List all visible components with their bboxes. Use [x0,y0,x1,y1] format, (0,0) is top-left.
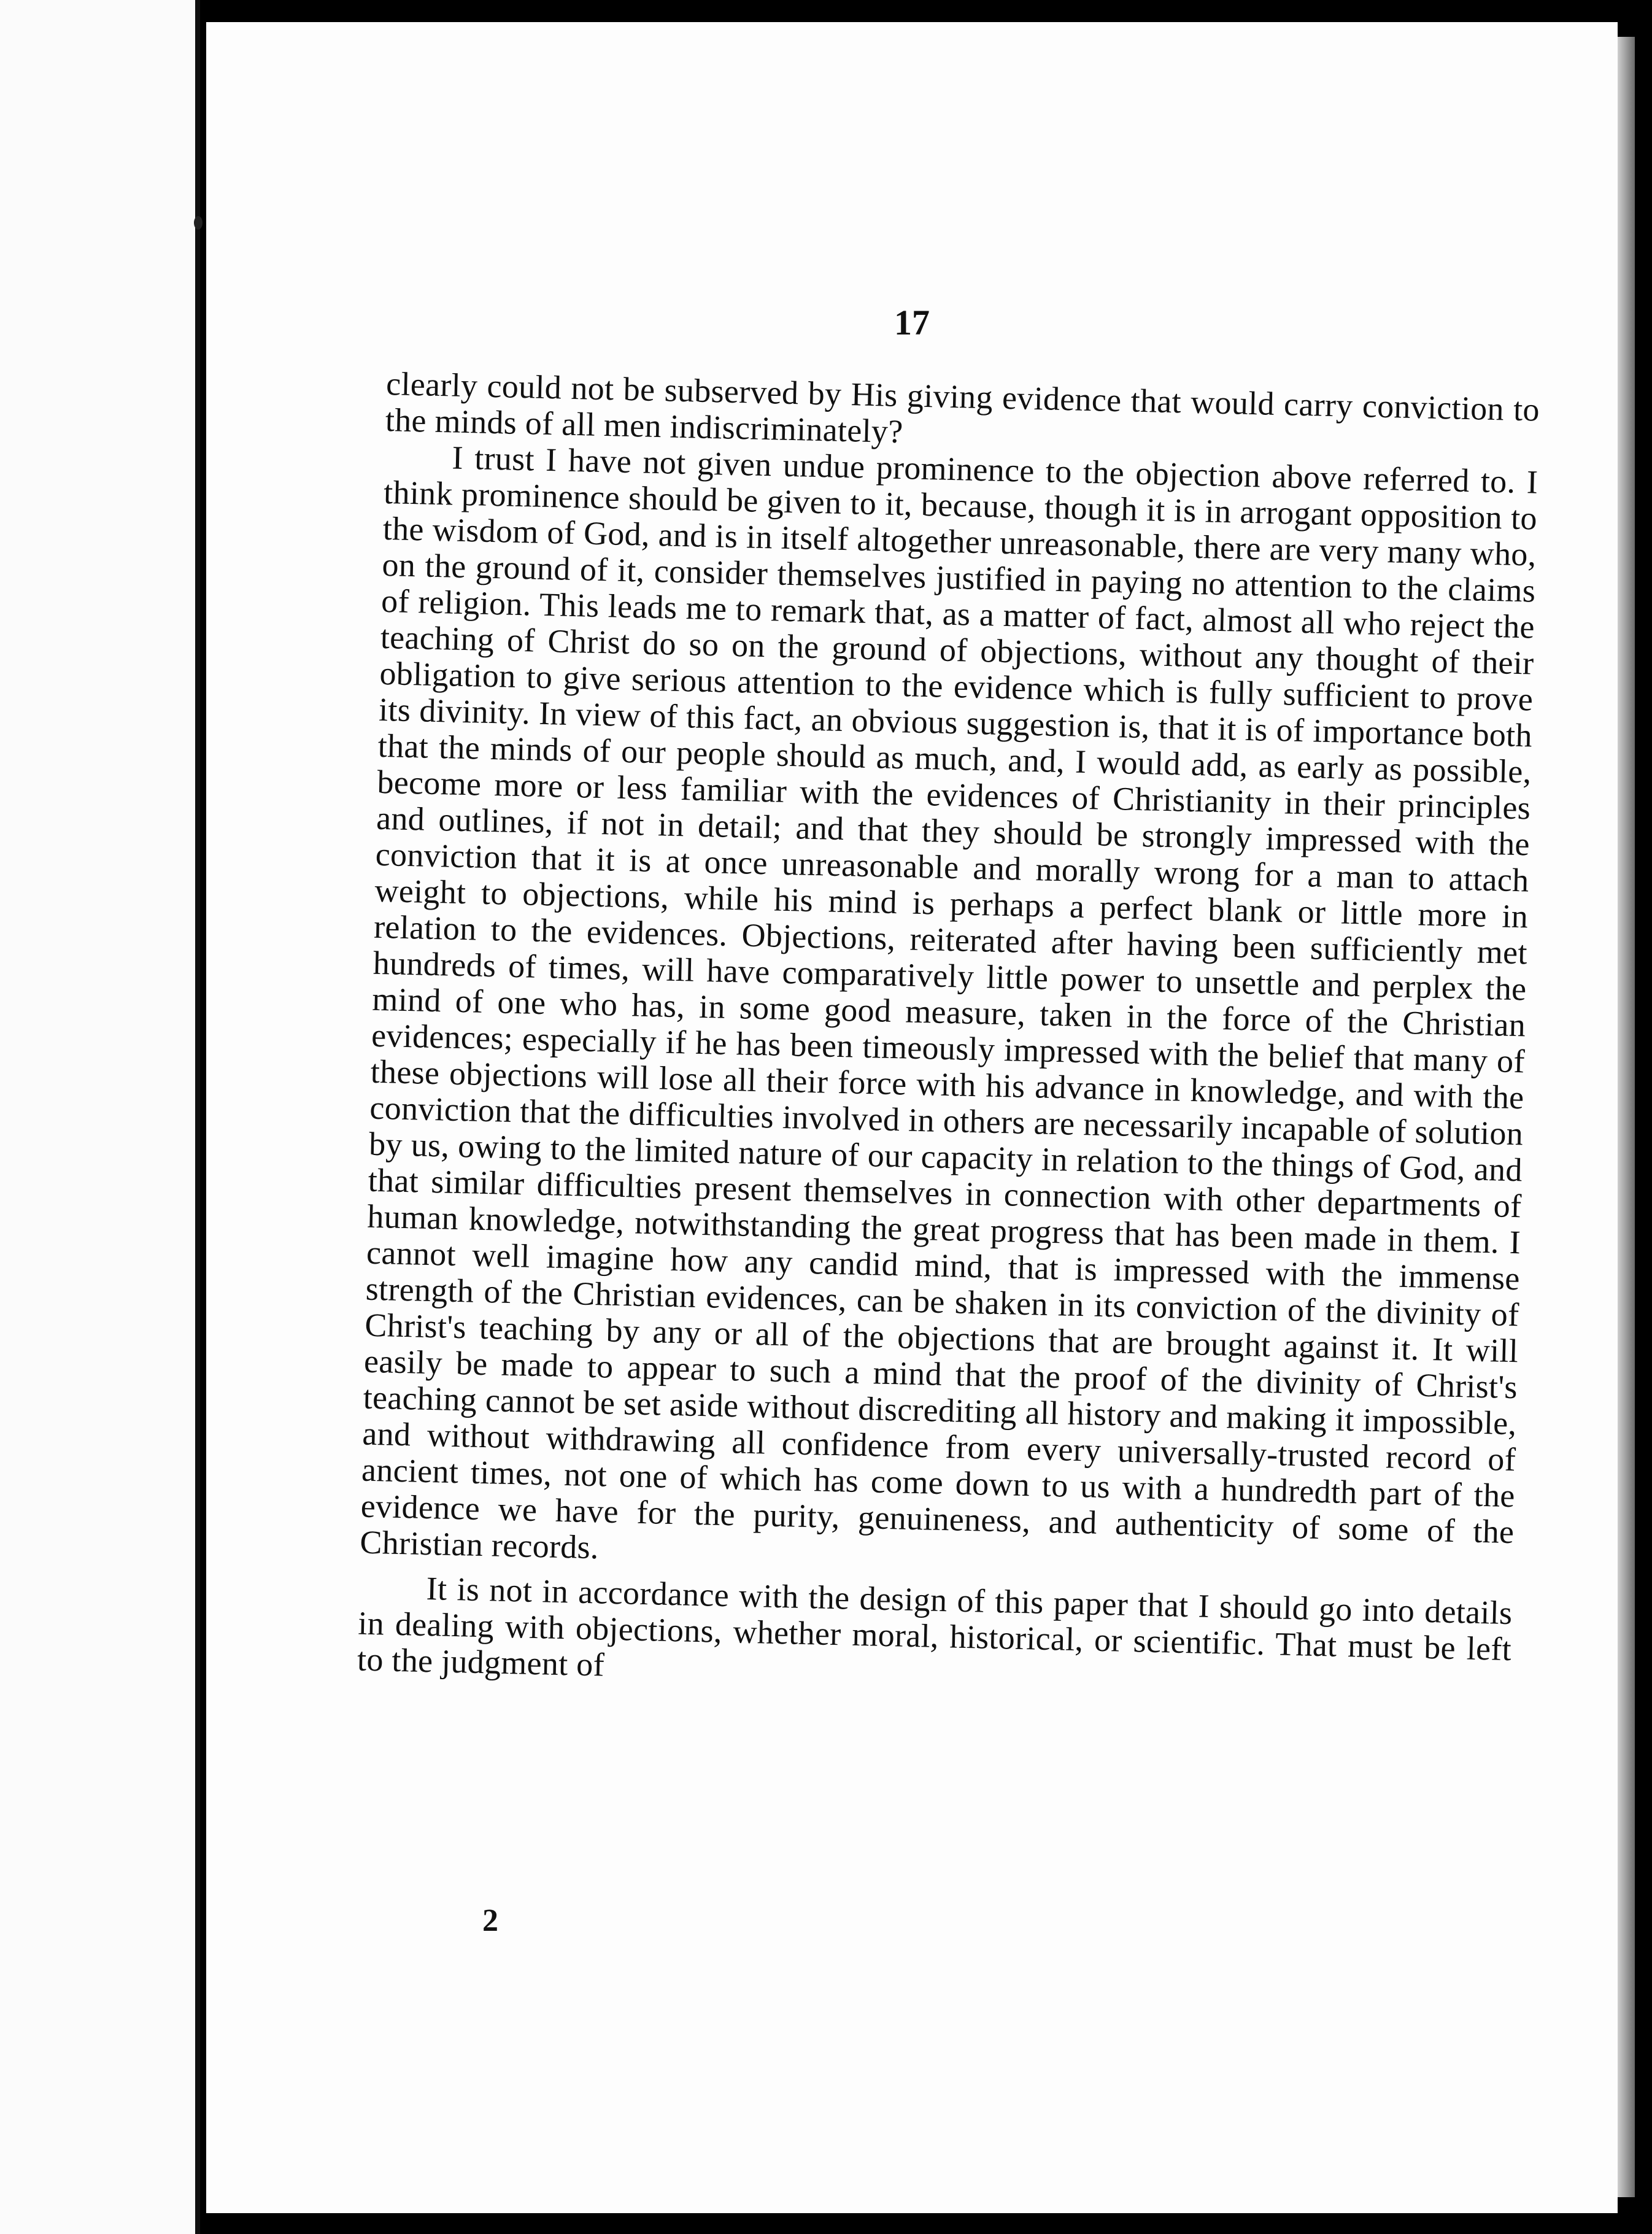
page-edge [1618,37,1635,2197]
body-text [357,366,1540,1704]
page-gutter [195,0,200,2234]
paragraph: It is not in accordance with the design of this paper that I should go into details in dealing with objections, whether moral, historical, or scientific. That must be left to the judgment of [357,1569,1513,1683]
page-number: 17 [894,303,930,342]
paragraph: clearly could not be subserved by His giving evidence that would carry conviction to the minds of all men indiscriminately? [385,365,1540,450]
signature-mark: 2 [482,1903,498,1938]
paragraph: I trust I have not given undue prominence to the objection above referred to. I think prominence should be given to it, because, though it is in arrogant opposition to the wisdom of God, and is in itself altogether unreasonable, there are very many who, on the ground of it, consider themselves justified in paying no attention to the claims of religion. This leads me to remark that, as a matter of fact, almost all who reject the teaching of Christ do so on the ground of objections, without any thought of their obligation to give serious attention to the evidence which is fully sufficient to prove its divinity. In view of this fact, an obvious suggestion is, that it is of importance both that the minds of our people should as much, and, I would add, as early as possible, become more or less familiar with the evidences of Christianity in their principles and outlines, if not in detail; and that they should be strongly impressed with the conviction that it is at once unreasonable and morally wrong for a man to attach weight to objections, while his mind is perhaps a perfect blank or little more in relation to the evidences. Objections, reiterated after having been sufficiently met hundreds of times, will have comparatively little power to unsettle and perplex the mind of one who has, in some good measure, taken in the force of the Christian evidences; especially if he has been timeously impressed with the belief that many of these objections will lose all their force with his advance in knowledge, and with the conviction that the difficulties involved in others are necessarily incapable of solution by us, owing to the limited nature of our capacity in relation to the things of God, and that similar difficulties present themselves in connection with other departments of human knowledge, notwithstanding the great progress that has been made in them. I cannot well imagine how any candid mind, that is impressed with the immense strength of the Christian evidences, can be shaken in its conviction of the divinity of Christ's teaching by any or all of the objections that are brought against it. It will easily be made to appear to such a mind that the proof of the divinity of Christ's teaching cannot be set aside without discrediting all history and making it impossible, and without withdrawing all confidence from every universally-trusted record of ancient times, not one of which has come down to us with a hundredth part of the evidence we have for the purity, genuineness, and authenticity of some of the Christian records. [359,439,1538,1566]
previous-page [0,0,198,2234]
binding-mark [194,216,203,230]
book-page [206,22,1618,2213]
